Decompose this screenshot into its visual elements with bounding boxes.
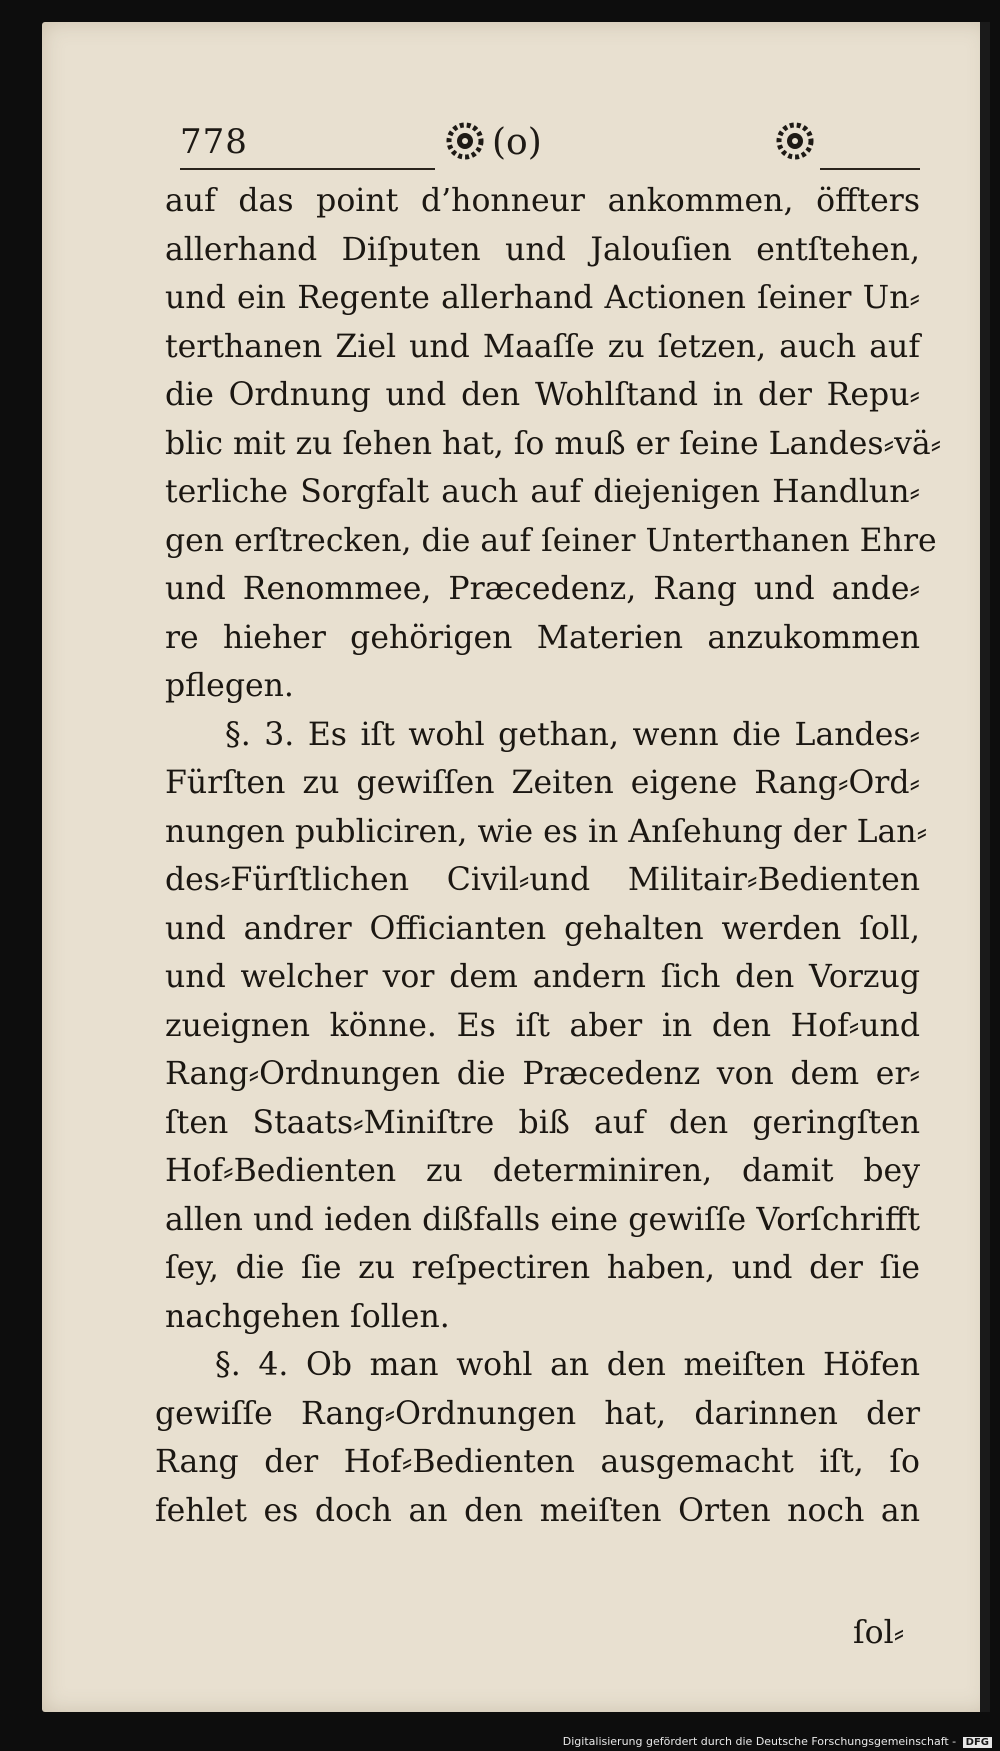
page-number: 778: [180, 122, 248, 162]
rosette-ornament-icon: [772, 118, 818, 164]
section-heading-line: §. 4. Ob man wohl an den meiſten Höfen: [215, 1347, 920, 1383]
text-line: die Ordnung und den Wohlſtand in der Repu⸗: [165, 377, 920, 413]
catchword: ſol⸗: [853, 1615, 905, 1651]
text-line: gewiſſe Rang⸗Ordnungen hat, darinnen der: [155, 1395, 920, 1432]
credit-text: Digitalisierung gefördert durch die Deutsche Forschungsgemeinschaft -: [562, 1735, 957, 1748]
text-line: und ein Regente allerhand Actionen ſeiner Un⸗: [165, 280, 920, 316]
header-rule-left: [180, 168, 435, 170]
text-line: des⸗Fürſtlichen Civil⸗und Militair⸗Bedienten: [165, 862, 920, 898]
text-line: pflegen.: [165, 668, 294, 704]
text-line: zueignen könne. Es iſt aber in den Hof⸗und: [165, 1007, 920, 1044]
text-line: Rang⸗Ordnungen die Præcedenz von dem er⸗: [165, 1056, 920, 1092]
text-line: terliche Sorgfalt auch auf diejenigen Handlun⸗: [165, 474, 920, 510]
section-heading-line: §. 3. Es iſt wohl gethan, wenn die Landes⸗: [225, 716, 920, 753]
rosette-ornament-icon: [442, 118, 488, 164]
text-line: ſey, die ſie zu reſpectiren haben, und der ſie: [165, 1250, 920, 1286]
dfg-logo: DFG: [963, 1737, 992, 1748]
header-center-mark: (o): [492, 122, 542, 163]
text-line: ſten Staats⸗Miniſtre biß auf den geringſten: [165, 1104, 920, 1141]
text-line: und welcher vor dem andern ſich den Vorzug: [165, 959, 920, 995]
text-line: gen erſtrecken, die auf ſeiner Unterthanen Ehre: [165, 522, 937, 559]
text-line: und Renommee, Præcedenz, Rang und ande⸗: [165, 571, 920, 607]
text-line: allen und ieden dißfalls eine gewiſſe Vorſchrifft: [165, 1201, 920, 1238]
page-edge-shadow: [980, 22, 990, 1712]
text-line: Fürſten zu gewiſſen Zeiten eigene Rang⸗Ord⸗: [165, 765, 920, 801]
text-line: nungen publiciren, wie es in Anſehung der Lan⸗: [165, 813, 928, 850]
text-line: blic mit zu ſehen hat, ſo muß er ſeine Landes⸗vä⸗: [165, 425, 942, 462]
page-header: [180, 118, 920, 172]
text-line: auf das point d’honneur ankommen, öffters: [165, 183, 920, 219]
text-line: terthanen Ziel und Maaſſe zu ſetzen, auch auf: [165, 328, 920, 365]
text-line: Rang der Hof⸗Bedienten ausgemacht iſt, ſo: [155, 1444, 920, 1480]
text-line: fehlet es doch an den meiſten Orten noch an: [155, 1492, 920, 1529]
body-text-paragraph-1: [155, 177, 942, 1535]
text-line: re hieher gehörigen Materien anzukommen: [165, 619, 920, 656]
digitization-credit: [563, 1735, 992, 1748]
header-rule-right: [820, 168, 920, 170]
text-line: nachgehen ſollen.: [165, 1298, 450, 1335]
text-line: Hof⸗Bedienten zu determiniren, damit bey: [165, 1153, 920, 1189]
text-line: allerhand Diſputen und Jalouſien entſtehen,: [165, 231, 920, 268]
text-line: und andrer Officianten gehalten werden ſoll,: [165, 910, 920, 947]
